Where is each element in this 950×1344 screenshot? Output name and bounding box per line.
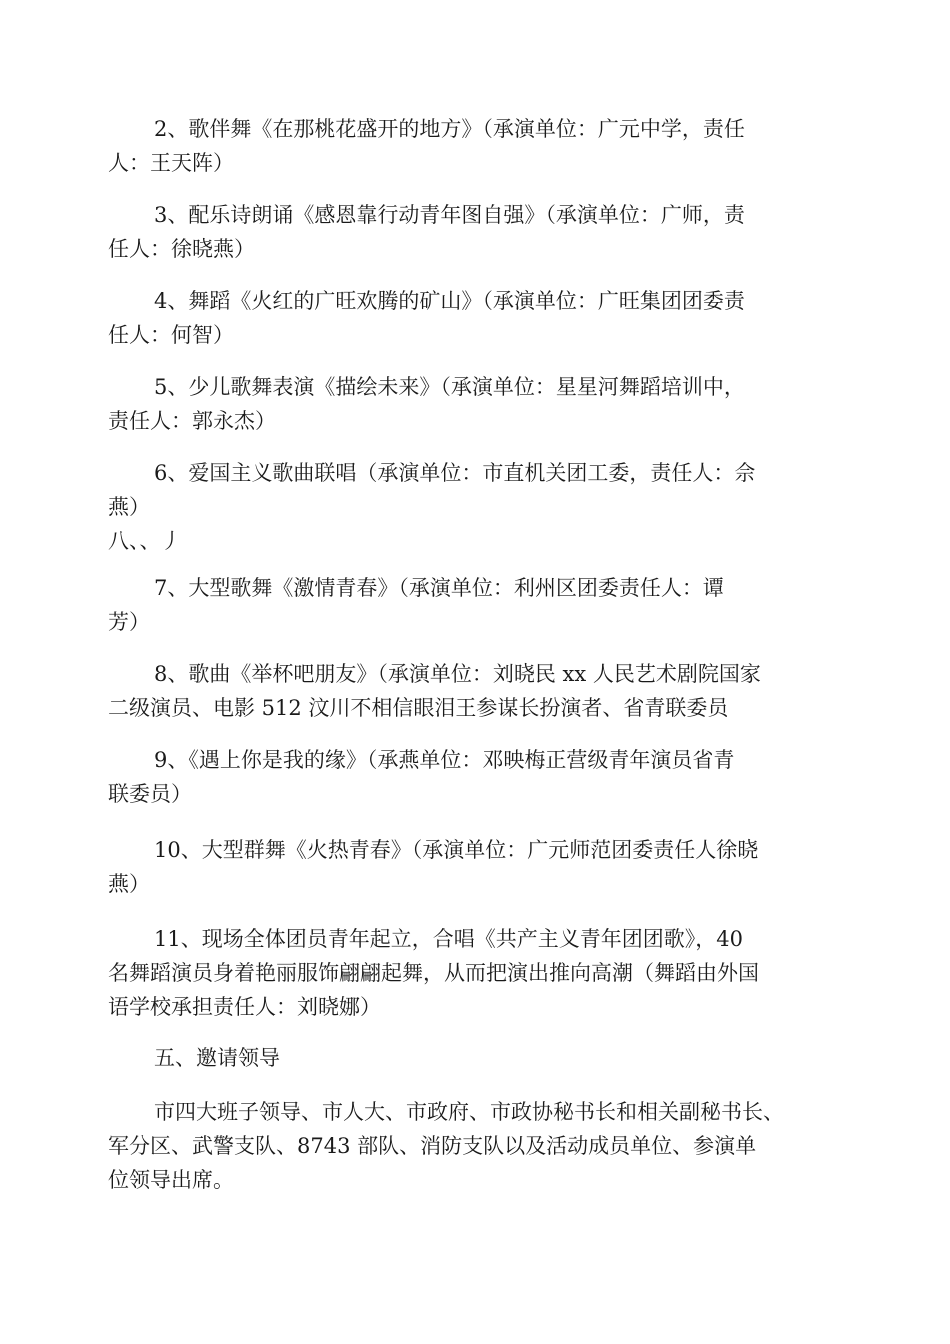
text-line: 4、舞蹈《火红的广旺欢腾的矿山》（承演单位：广旺集团团委责 <box>154 289 745 313</box>
text-line: 市四大班子领导、市人大、市政府、市政协秘书长和相关副秘书长、 <box>154 1100 784 1124</box>
invite-paragraph <box>108 1095 848 1197</box>
text-line: 9、《遇上你是我的缘》（承燕单位：邓映梅正营级青年演员省青 <box>154 748 735 772</box>
heading-line: 五、邀请领导 <box>154 1046 280 1070</box>
text-line: 联委员） <box>108 782 192 806</box>
text-line: 6、爱国主义歌曲联唱（承演单位：市直机关团工委，责任人：佘 <box>154 461 756 485</box>
program-item-3 <box>108 198 848 266</box>
program-item-6 <box>108 456 848 558</box>
text-line: 军分区、武警支队、8743 部队、消防支队以及活动成员单位、参演单 <box>108 1134 757 1158</box>
text-line: 芳） <box>108 610 150 634</box>
program-item-10 <box>108 833 848 901</box>
text-line: 7、大型歌舞《激情青春》（承演单位：利州区团委责任人：谭 <box>154 576 724 600</box>
text-line: 11、现场全体团员青年起立，合唱《共产主义青年团团歌》，40 <box>154 927 743 951</box>
text-line: 燕） <box>108 872 150 896</box>
text-line: 人：王天阵） <box>108 151 234 175</box>
program-item-2 <box>108 112 848 180</box>
program-item-11 <box>108 922 848 1024</box>
program-item-5 <box>108 370 848 438</box>
text-line: 任人：何智） <box>108 323 234 347</box>
program-item-4 <box>108 284 848 352</box>
text-line: 二级演员、电影 512 汶川不相信眼泪王参谋长扮演者、省青联委员 <box>108 696 729 720</box>
program-item-7 <box>108 571 848 639</box>
text-line: 燕） <box>108 495 150 519</box>
text-line: 3、配乐诗朗诵《感恩靠行动青年图自强》（承演单位：广师，责 <box>154 203 745 227</box>
section-heading <box>108 1041 848 1075</box>
program-item-8 <box>108 657 848 725</box>
text-line: 10、大型群舞《火热青春》（承演单位：广元师范团委责任人徐晓 <box>154 838 759 862</box>
text-line: 位领导出席。 <box>108 1168 234 1192</box>
text-line: 5、少儿歌舞表演《描绘未来》（承演单位：星星河舞蹈培训中， <box>154 375 745 399</box>
text-line: 语学校承担责任人：刘晓娜） <box>108 995 381 1019</box>
program-item-9 <box>108 743 848 811</box>
text-line: 责任人：郭永杰） <box>108 409 276 433</box>
text-line: 2、歌伴舞《在那桃花盛开的地方》（承演单位：广元中学，责任 <box>154 117 745 141</box>
text-line: 名舞蹈演员身着艳丽服饰翩翩起舞，从而把演出推向高潮（舞蹈由外国 <box>108 961 759 985</box>
text-line: 8、歌曲《举杯吧朋友》（承演单位：刘晓民 xx 人民艺术剧院国家 <box>154 662 761 686</box>
text-line: 任人：徐晓燕） <box>108 237 255 261</box>
text-line: 八、、丿 <box>108 529 182 553</box>
